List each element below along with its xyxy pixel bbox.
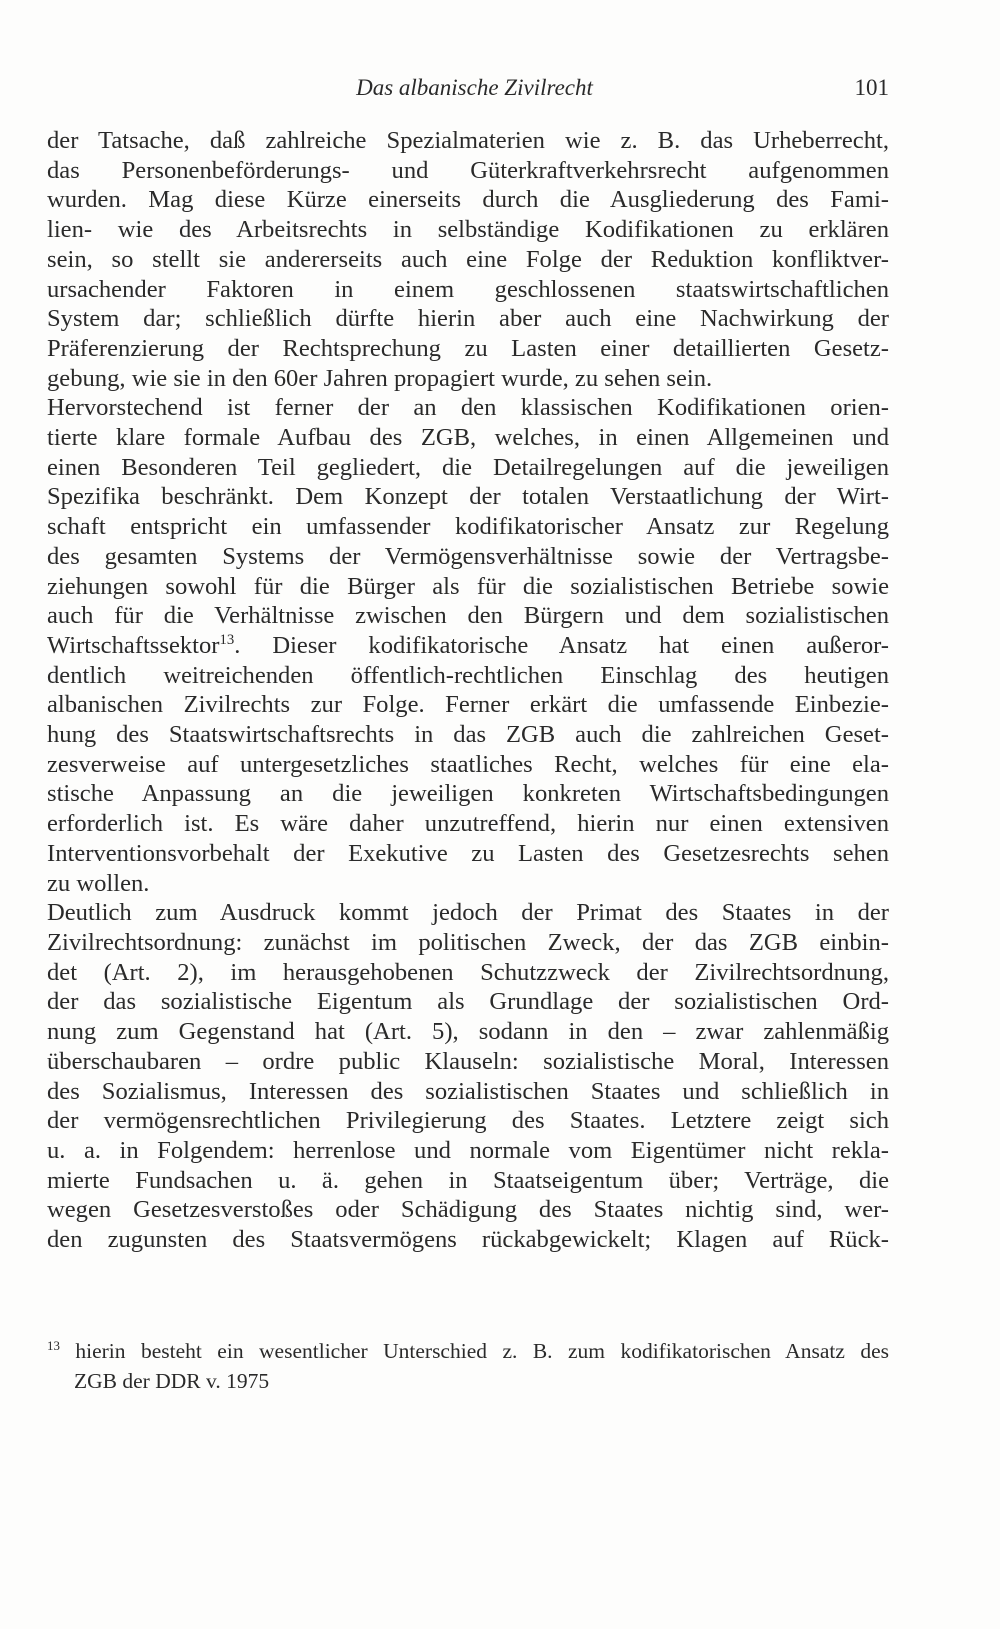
text-line: zu wollen. bbox=[47, 869, 150, 897]
text-line: det (Art. 2), im herausgehobenen Schutzzweck der Zivilrechtsordnung, bbox=[47, 958, 889, 986]
text-line: Deutlich zum Ausdruck kommt jedoch der Primat des Staates in der bbox=[47, 899, 889, 927]
text-line: tierte klare formale Aufbau des ZGB, welches, in einen Allgemeinen und bbox=[47, 424, 889, 452]
footnote-line bbox=[47, 1336, 889, 1366]
text-line: gebung, wie sie in den 60er Jahren propagiert wurde, zu sehen sein. bbox=[47, 364, 713, 392]
text-line: des Sozialismus, Interessen des sozialistischen Staates und schließlich in bbox=[47, 1077, 889, 1105]
footnote-area bbox=[47, 1336, 889, 1396]
text-line: Zivilrechtsordnung: zunächst im politischen Zweck, der das ZGB einbin- bbox=[47, 928, 889, 956]
text-line: den zugunsten des Staatsvermögens rückabgewickelt; Klagen auf Rück- bbox=[47, 1226, 889, 1254]
text-line: ursachender Faktoren in einem geschlossenen staatswirtschaftlichen bbox=[47, 275, 889, 303]
text-line: der das sozialistische Eigentum als Grundlage der sozialistischen Ord- bbox=[47, 988, 889, 1016]
text-line: Präferenzierung der Rechtsprechung zu Lasten einer detaillierten Gesetz- bbox=[47, 334, 889, 362]
text-line: des gesamten Systems der Vermögensverhältnisse sowie der Vertragsbe- bbox=[47, 542, 889, 570]
text-line: System dar; schließlich dürfte hierin aber auch eine Nachwirkung der bbox=[47, 305, 889, 333]
footnote-reference: 13 bbox=[219, 631, 235, 648]
text-line: lien- wie des Arbeitsrechts in selbständige Kodifikationen zu erklären bbox=[47, 216, 889, 244]
footnote-marker: 13 bbox=[47, 1338, 60, 1353]
footnote-line: ZGB der DDR v. 1975 bbox=[74, 1369, 270, 1393]
text-line: schaft entspricht ein umfassender kodifikatorischer Ansatz zur Regelung bbox=[47, 513, 889, 541]
text-line: überschaubaren – ordre public Klauseln: sozialistische Moral, Interessen bbox=[47, 1047, 889, 1075]
text-line: sein, so stellt sie andererseits auch eine Folge der Reduktion konfliktver- bbox=[47, 245, 889, 273]
text-line: Hervorstechend ist ferner der an den klassischen Kodifikationen orien- bbox=[47, 394, 889, 422]
text-line: auch für die Verhältnisse zwischen den Bürgern und dem sozialistischen bbox=[47, 602, 889, 630]
text-line: nung zum Gegenstand hat (Art. 5), sodann in den – zwar zahlenmäßig bbox=[47, 1018, 889, 1046]
text-line: Spezifika beschränkt. Dem Konzept der totalen Verstaatlichung der Wirt- bbox=[47, 483, 889, 511]
text-line: dentlich weitreichenden öffentlich-rechtlichen Einschlag des heutigen bbox=[47, 661, 889, 689]
text-line: der Tatsache, daß zahlreiche Spezialmaterien wie z. B. das Urheberrecht, bbox=[47, 127, 889, 154]
text-line: wurden. Mag diese Kürze einerseits durch die Ausgliederung des Fami- bbox=[47, 186, 889, 214]
main-text bbox=[47, 126, 889, 1255]
text-line: zesverweise auf untergesetzliches staatliches Recht, welches für eine ela- bbox=[47, 750, 889, 778]
text-line: mierte Fundsachen u. ä. gehen in Staatseigentum über; Verträge, die bbox=[47, 1166, 889, 1194]
text-line: stische Anpassung an die jeweiligen konkreten Wirtschaftsbedingungen bbox=[47, 780, 889, 808]
text-line: das Personenbeförderungs- und Güterkraftverkehrsrecht aufgenommen bbox=[47, 156, 889, 184]
text-fragment: Wirtschaftssektor bbox=[47, 631, 220, 659]
text-line-with-footnote-ref bbox=[47, 631, 889, 661]
text-line: albanischen Zivilrechts zur Folge. Ferner erkärt die umfassende Einbezie- bbox=[47, 691, 889, 719]
text-line: erforderlich ist. Es wäre daher unzutreffend, hierin nur einen extensiven bbox=[47, 810, 889, 838]
footnote-text: hierin besteht ein wesentlicher Unterschied z. B. zum kodifikatorischen Ansatz des bbox=[75, 1339, 889, 1363]
page-number: 101 bbox=[854, 75, 889, 100]
text-line: ziehungen sowohl für die Bürger als für die sozialistischen Betriebe sowie bbox=[47, 572, 889, 600]
text-line: einen Besonderen Teil gegliedert, die Detailregelungen auf die jeweiligen bbox=[47, 453, 889, 481]
text-line: Interventionsvorbehalt der Exekutive zu Lasten des Gesetzesrechts sehen bbox=[47, 839, 889, 867]
text-fragment: . Dieser kodifikatorische Ansatz hat einen außeror- bbox=[234, 631, 889, 659]
text-line: u. a. in Folgendem: herrenlose und normale vom Eigentümer nicht rekla- bbox=[47, 1136, 889, 1164]
text-line: hung des Staatswirtschaftsrechts in das ZGB auch die zahlreichen Geset- bbox=[47, 721, 889, 749]
page-header bbox=[60, 70, 889, 106]
running-title: Das albanische Zivilrecht bbox=[356, 75, 593, 100]
text-line: wegen Gesetzesverstoßes oder Schädigung des Staates nichtig sind, wer- bbox=[47, 1196, 889, 1224]
text-line: der vermögensrechtlichen Privilegierung des Staates. Letztere zeigt sich bbox=[47, 1107, 889, 1135]
